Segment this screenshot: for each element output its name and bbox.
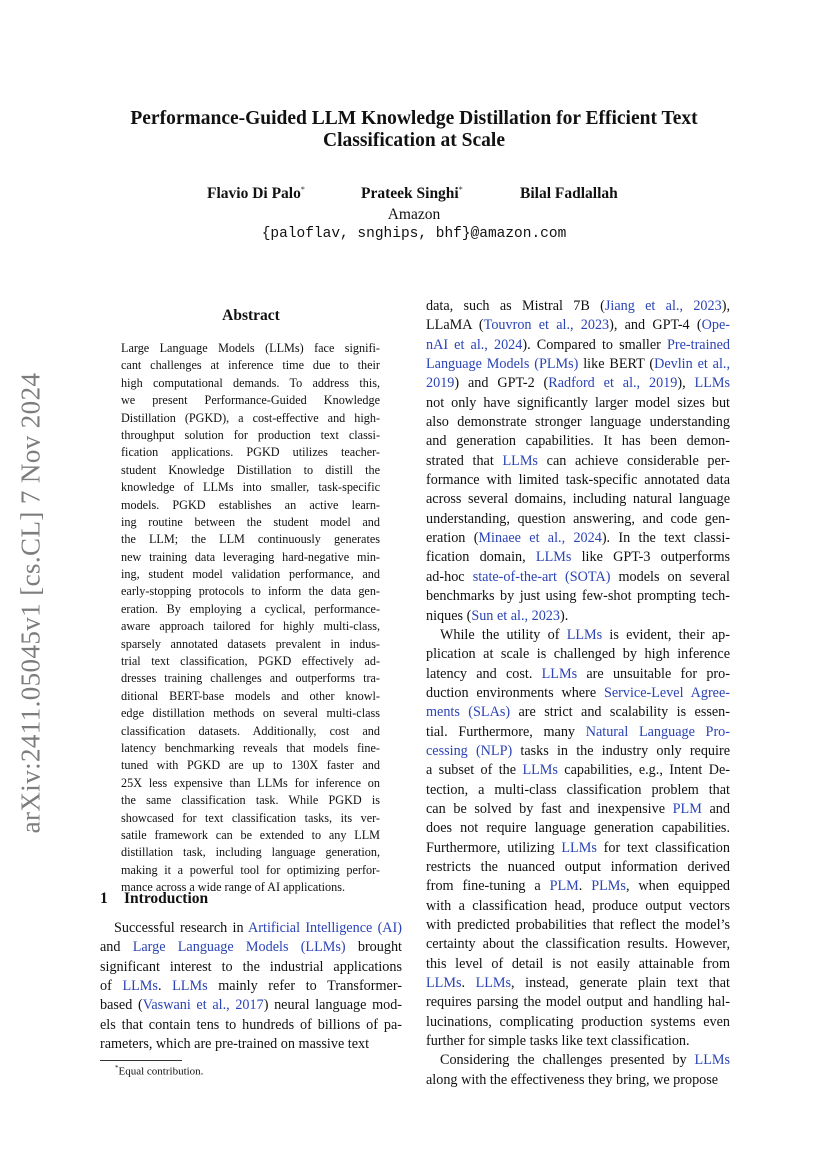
citation-link[interactable]: LLMs [561, 839, 597, 856]
citation-link[interactable]: Pre-trained [666, 336, 731, 353]
citation-link[interactable]: LLMs [541, 665, 578, 682]
body-line [426, 665, 730, 684]
body-text: . [578, 878, 592, 895]
body-text: tial. Furthermore, many [426, 723, 586, 740]
citation-link[interactable]: PLM [549, 878, 579, 895]
abstract-line: aware approach tailored for highly multi-class, [121, 619, 380, 634]
body-line [426, 336, 730, 355]
abstract-line: edge distillation methods on several multi-class [121, 706, 380, 721]
body-line [426, 1071, 730, 1090]
body-text: does not require language generation capabilities. [426, 820, 730, 837]
citation-link[interactable]: nAI et al., 2024 [426, 336, 523, 353]
body-text: based ( [100, 997, 143, 1014]
citation-link[interactable]: Language Models (PLMs) [426, 356, 579, 373]
body-text: of [100, 978, 123, 995]
body-text: along with the effectiveness they bring, we propose [426, 1071, 719, 1088]
body-text: can be solved by fast and inexpensive [426, 800, 673, 817]
body-line [426, 297, 730, 316]
citation-link[interactable]: PLMs [591, 878, 626, 895]
body-line [426, 645, 730, 664]
body-line [426, 955, 730, 974]
body-text: significant interest to the industrial applications [100, 958, 402, 975]
body-line [426, 858, 730, 877]
body-text: also demonstrate stronger language understanding [426, 414, 730, 431]
abstract-line: Distillation (PGKD), a cost-effective and high- [121, 410, 380, 425]
citation-link[interactable]: LLMs [502, 452, 538, 469]
body-text: mainly refer to Transformer- [207, 978, 402, 995]
body-text: ). In the text classi- [601, 530, 730, 547]
body-text: like GPT-3 outperforms [571, 549, 731, 566]
body-line [426, 761, 730, 780]
body-line [426, 374, 730, 393]
body-text: restricts the nuanced output information derived [426, 858, 730, 875]
citation-link[interactable]: PLM [672, 800, 702, 817]
body-text: , when equipped [625, 878, 731, 895]
body-line [426, 684, 730, 703]
body-text: data, such as Mistral 7B ( [426, 298, 605, 314]
footnote-text: Equal contribution. [118, 1065, 204, 1078]
citation-link[interactable]: Radford et al., 2019 [548, 375, 678, 392]
citation-link[interactable]: Service-Level Agree- [603, 684, 730, 701]
abstract-line: tuned with PGKD are up to 130X faster and [121, 758, 380, 773]
body-text: , instead, generate plain text that [511, 975, 730, 992]
body-text: are unsuitable for pro- [577, 665, 730, 682]
body-text: and [701, 800, 730, 817]
abstract-line: classification datasets. Additionally, cost and [121, 723, 380, 738]
author-1 [207, 185, 305, 203]
body-line [426, 935, 730, 954]
body-line [426, 607, 730, 626]
equal-contribution-mark: * [300, 185, 305, 194]
body-text: formance with limited task-specific annotated data [426, 472, 730, 489]
citation-link[interactable]: LLMs [535, 549, 572, 566]
body-line [426, 800, 730, 819]
abstract-line: eration. By employing a cyclical, performance- [121, 601, 380, 616]
abstract-line: high computational demands. To address this, [121, 375, 380, 390]
citation-link[interactable]: LLMs [694, 375, 730, 392]
abstract-line: mance across a wide range of AI applications. [121, 880, 346, 895]
citation-link[interactable]: Natural Language Pro- [585, 723, 730, 740]
body-line [426, 819, 730, 838]
body-text: ad-hoc [426, 568, 473, 585]
body-text: capabilities, e.g., Intent De- [557, 762, 730, 779]
citation-link[interactable]: Touvron et al., 2023 [483, 317, 610, 334]
body-text: from fine-tuning a [426, 878, 550, 895]
body-text: ). [560, 607, 569, 624]
footnote [115, 1064, 203, 1078]
citation-link[interactable]: 2019 [426, 375, 455, 392]
body-line [426, 839, 730, 858]
abstract-line: distillation task, including language generation, [121, 845, 380, 860]
abstract-line: new training data leveraging hard-negative min- [121, 549, 380, 564]
body-text: niques ( [426, 607, 472, 624]
footnote-mark: * [115, 1064, 119, 1072]
citation-link[interactable]: LLMs [122, 978, 158, 995]
author-emails[interactable]: {paloflav, snghips, bhf}@amazon.com [261, 226, 567, 242]
body-line [426, 626, 730, 645]
body-text: LLaMA ( [426, 317, 484, 334]
body-text: ) neural language mod- [263, 997, 403, 1014]
citation-link[interactable]: LLMs [475, 975, 512, 992]
body-line [426, 703, 730, 722]
body-text: like BERT ( [578, 356, 655, 373]
abstract-body [121, 340, 380, 897]
citation-link[interactable]: Jiang et al., 2023 [604, 298, 722, 314]
title-line-2: Classification at Scale [323, 130, 505, 151]
body-text: brought [345, 939, 402, 956]
abstract-line: dresses training challenges and outperforms tra- [121, 671, 380, 686]
body-text: ), [721, 298, 730, 314]
body-line [426, 1032, 730, 1051]
body-line [426, 568, 730, 587]
body-line [426, 490, 730, 509]
body-text: . [461, 975, 476, 992]
author-2 [361, 185, 463, 203]
equal-contribution-mark: * [458, 185, 463, 194]
arxiv-stamp [14, 365, 48, 841]
body-text: Furthermore, utilizing [426, 839, 562, 856]
affiliation: Amazon [387, 206, 441, 223]
section-heading [100, 890, 208, 908]
body-line [426, 355, 730, 374]
body-text: els that contain tens to hundreds of billions of pa- [100, 1016, 402, 1033]
abstract-line: latency benchmarking reveals that models fine- [121, 740, 380, 755]
body-line [100, 1035, 402, 1054]
abstract-heading: Abstract [222, 307, 280, 324]
paper-title [100, 108, 728, 152]
abstract-line: ing routine between the student model and [121, 514, 380, 529]
body-text: latency and cost. [426, 665, 542, 682]
abstract-line: Large Language Models (LLMs) face signifi- [121, 341, 380, 355]
body-text: ) and GPT-2 ( [454, 375, 549, 392]
body-line [426, 916, 730, 935]
body-text: lucinations, complicating production systems even [426, 1013, 730, 1030]
body-line [100, 958, 402, 977]
body-text: fication domain, [426, 549, 536, 566]
abstract-line: ing, student model validation performance, and [121, 567, 380, 582]
body-text: understanding, question answering, and code gen- [426, 510, 730, 527]
citation-link[interactable]: LLMs [426, 975, 462, 992]
body-text: is evident, their ap- [602, 626, 731, 643]
body-text: certainty about the classification results. However, [426, 936, 730, 953]
body-line [426, 413, 730, 432]
citation-link[interactable]: Large Language Models (LLMs) [132, 939, 346, 956]
body-line [426, 471, 730, 490]
body-text: with a classification head, produce output vectors [426, 897, 730, 914]
body-line [426, 587, 730, 606]
body-text: ). Compared to smaller [522, 336, 667, 353]
body-text: requires parsing the model output and handling hal- [426, 994, 730, 1011]
body-text: tection, a multi-class classification problem that [426, 781, 730, 798]
abstract-line: we present Performance-Guided Knowledge [121, 393, 380, 408]
body-text: further for simple tasks like text classification. [426, 1033, 690, 1050]
citation-link[interactable]: LLMs [694, 1052, 730, 1069]
body-line [426, 529, 730, 548]
citation-link[interactable]: Devlin et al., [654, 356, 730, 373]
body-line [426, 316, 730, 335]
body-line [426, 394, 730, 413]
abstract-line: models. PGKD establishes an active learn- [121, 497, 380, 512]
citation-link[interactable]: cessing (NLP) [426, 742, 513, 759]
title-line-1: Performance-Guided LLM Knowledge Distillation for Efficient Text [130, 108, 698, 129]
body-line [100, 938, 402, 957]
body-text: plication at scale is challenged by high inference [426, 646, 730, 663]
body-line [100, 977, 402, 996]
body-text: Considering the challenges presented by [440, 1052, 695, 1069]
body-text: ), and GPT-4 ( [609, 317, 702, 334]
section-title: Introduction [124, 890, 209, 907]
intro-column-left [100, 919, 402, 1054]
body-text: with predicted probabilities that reflect the model’s [426, 917, 730, 933]
abstract-line: student Knowledge Distillation to distill the [121, 462, 380, 477]
body-line [100, 996, 402, 1015]
body-text: are strict and scalability is essen- [510, 704, 730, 721]
body-line [426, 1051, 730, 1070]
body-text: a subset of the [426, 762, 523, 779]
abstract-line: trial text classification, PGKD effectively ad- [121, 654, 380, 669]
citation-link[interactable]: Vaswani et al., 2017 [142, 997, 264, 1014]
body-text: benchmarks by just using few-shot prompting tech- [426, 588, 730, 605]
body-line [426, 897, 730, 916]
body-line [426, 742, 730, 761]
author-3 [520, 185, 618, 203]
body-text: Successful research in [114, 920, 249, 936]
body-text: for text classification [596, 839, 730, 856]
body-text: models on several [610, 568, 730, 585]
citation-link[interactable]: Ope- [701, 317, 730, 334]
body-line [426, 723, 730, 742]
abstract-line: making it a powerful tool for optimizing perfor- [121, 862, 380, 877]
citation-link[interactable]: Artificial Intelligence (AI) [248, 920, 402, 936]
abstract-line: 25X less expensive than LLMs for inference on [121, 775, 380, 790]
citation-link[interactable]: ments (SLAs) [426, 704, 511, 721]
body-text: While the utility of [440, 626, 567, 643]
body-line [100, 1016, 402, 1035]
body-line [426, 510, 730, 529]
body-text: this level of detail is not easily attainable from [426, 955, 730, 972]
citation-link[interactable]: LLMs [522, 762, 558, 779]
body-line [426, 548, 730, 567]
body-line [426, 974, 730, 993]
abstract-line: ditional BERT-base models and other knowl- [121, 688, 380, 703]
body-line [426, 877, 730, 896]
abstract-line: cant challenges at inference time due to their [121, 358, 380, 373]
abstract-line: knowledge of LLMs into smaller, task-specific [121, 480, 380, 495]
citation-link[interactable]: state-of-the-art (SOTA) [472, 568, 611, 585]
body-text: tasks in the industry only require [512, 742, 730, 759]
body-line [426, 1013, 730, 1032]
abstract-line: the LLM; the LLM continuously generates [121, 532, 380, 547]
body-text: ), [677, 375, 695, 392]
body-text: not only have significantly larger model sizes but [426, 394, 730, 411]
author-name: Bilal Fadlallah [520, 185, 618, 202]
body-text: across several domains, including natural language [426, 491, 730, 508]
footnote-rule [100, 1060, 182, 1061]
body-line [426, 432, 730, 451]
intro-column-right [426, 297, 730, 1090]
abstract-line: satile framework can be extended to any LLM [121, 827, 380, 842]
body-text: duction environments where [426, 684, 604, 701]
citation-link[interactable]: LLMs [566, 626, 603, 643]
body-text: and generation capabilities. It has been demon- [426, 433, 730, 450]
body-text: and [100, 939, 133, 956]
body-text: rameters, which are pre-trained on massive text [100, 1036, 370, 1053]
author-name: Flavio Di Palo [207, 185, 301, 203]
body-text: . [157, 978, 173, 995]
abstract-line: showcased for text classification tasks, its ver- [121, 810, 380, 825]
body-line [100, 919, 402, 938]
arxiv-id-text: arXiv:2411.05045v1 [cs.CL] 7 Nov 2024 [15, 372, 46, 834]
author-name: Prateek Singhi [361, 185, 459, 203]
body-line [426, 452, 730, 471]
body-text: eration ( [426, 530, 479, 547]
citation-link[interactable]: LLMs [172, 978, 208, 995]
abstract-line: fication applications. PGKD utilizes teacher- [121, 445, 380, 460]
abstract-line: sparsely annotated datasets prevalent in indus- [121, 636, 380, 651]
abstract-line: early-stopping protocols to inform the data gen- [121, 584, 380, 599]
citation-link[interactable]: Sun et al., 2023 [471, 607, 560, 624]
body-line [426, 993, 730, 1012]
citation-link[interactable]: Minaee et al., 2024 [478, 530, 602, 547]
section-number: 1 [100, 890, 108, 907]
abstract-line: throughput solution for production text classi- [121, 427, 380, 442]
abstract-line: the same classification task. While PGKD is [121, 793, 380, 808]
body-text: strated that [426, 452, 503, 469]
author-list [0, 185, 828, 207]
body-line [426, 781, 730, 800]
body-text: can achieve considerable per- [537, 452, 730, 469]
